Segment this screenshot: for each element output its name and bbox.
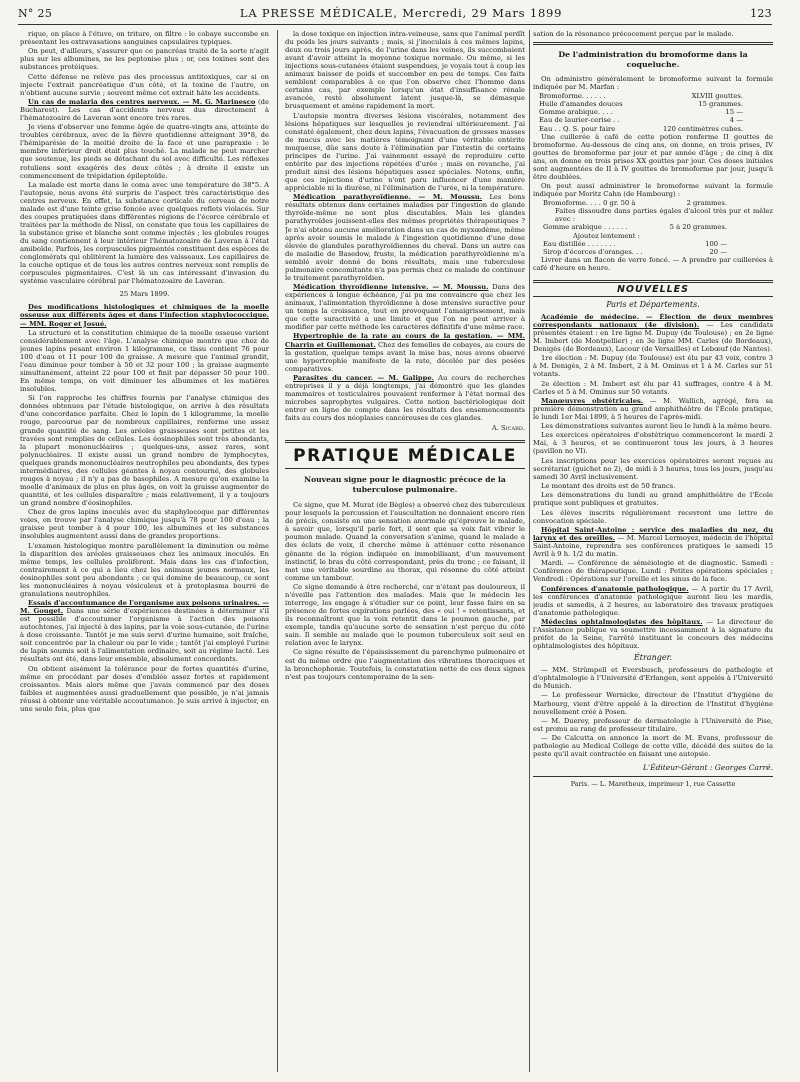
article	[285, 193, 525, 282]
article	[20, 599, 269, 663]
article-heading: Médication thyroïdienne intensive. — M. Moussu.	[293, 283, 489, 292]
paragraph: Mardi. — Conférence de séméiologie et de diagnostic. Samedi : Conférence de thérapeutique. Lundi : Petites opérations spéciales ; Vendredi : Opérations sur l'oreille et les sinus de la face.	[533, 559, 773, 584]
formula-cahn	[533, 199, 773, 255]
article	[20, 98, 269, 122]
paragraph: — M. Duerey, professeur de dermatologie à l'Université de Pise, est promu au rang de professeur titulaire.	[533, 716, 773, 733]
paragraph: Les inscriptions pour les exercices opératoires seront reçues au secrétariat (guichet no 2), de midi à 3 heures, tous les jours, jusqu'au samedi 30 Avril inclusivement.	[533, 456, 773, 481]
formula-line	[533, 223, 773, 231]
article-text: Au cours de recherches entreprises il y a déjà longtemps, j'ai démontré que les glandes mammaires et testiculaires pouvaient renfermer à l'état normal des microbes saprophytes vulgaires. Cette notion bactériologique doit entrer en ligne de compte dans les résultats des ensemencements faits au cours des néoplasies cancéreuses de ces glandes.	[285, 373, 525, 423]
article-text: — A partir du 17 Avril, les conférences d'anatomie pathologique auront lieu les mardis, jeudis et samedis, à 2 heures, au laboratoire des travaux pratiques d'anatomie pathologique.	[533, 584, 773, 617]
ingredient: Eau distillée . . . . . . .	[543, 239, 616, 248]
article-heading: Essais d'accoutumance de l'organisme aux poisons urinaires. — M. Gouget.	[20, 599, 269, 616]
ingredient: Eau . . Q. S. pour faire	[539, 124, 616, 133]
paragraph: rique, on place à l'étuve, on triture, on filtre : le cobaye succombe en présentant les extravasations sanguines capsulaires typiques.	[20, 30, 269, 47]
quantity: 2 grammes.	[686, 199, 727, 208]
printer-credit: Paris. — L. Maretheux, imprimeur 1, rue Cassette	[533, 776, 773, 788]
paragraph: On obtient aisément la tolérance pour de fortes quantités d'urine, même en procédant par doses d'emblée assez fortes et rapidement croissantes. Mais alors même que j'avais commencé par des doses faibles et augmentées aussi graduellement que possible, je n'ai jamais réussi à obtenir une véritable accoutumance. Je suis arrivé à injecter, en une seule fois, plus que	[20, 664, 269, 713]
author-signature: A. Sicard.	[491, 424, 525, 433]
column-left	[20, 30, 269, 1074]
quantity: 100 —	[705, 239, 727, 248]
formula-instruction: Faites dissoudre dans parties égales d'alcool très pur et mêlez avec :	[555, 207, 773, 224]
article-text: Chez des femelles de cobayes, au cours de la gestation, quelque temps avant la mise bas, nous avons observé une hypertrophie manifeste de la rate, décelée par des pesées comparatives.	[285, 340, 525, 373]
article-text: Dans des expériences à longue échéance, j'ai pu me convaincre que chez les animaux, l'alimentation thyroïdienne à dose intensive suractive pour un temps la croissance, tout en provoquant l'amaigrissement, mais que cette suractivité a une limite et que l'on ne peut arriver à modifier par cette méthode les caractères définitifs d'une même race.	[285, 283, 525, 332]
article-text: — Le directeur de l'Assistance publique va soumettre incessamment à la signature du préfet de la Seine, l'arrêté instituant le concours des médecins ophtalmologistes des hôpitaux.	[533, 617, 773, 651]
quantity: 4 —	[729, 116, 743, 125]
paragraph: Les élèves inscrits régulièrement recevront une lettre de convocation spéciale.	[533, 508, 773, 525]
article	[285, 374, 525, 422]
paragraph: 2e élection : M. Imbert est élu par 41 suffrages, contre 4 à M. Carles et 5 à M. Ominus sur 50 votants.	[533, 379, 773, 396]
ingredient: Sirop d'écorces d'oranges. . .	[543, 247, 643, 256]
paragraph: Je viens d'observer une femme âgée de quatre-vingts ans, atteinte de troubles cérébraux, avec de la fièvre quotidienne atteignant 39°8, de l'hémiparésie de la moitié droite de la face et une parapraxie : le membre inférieur droit était plus touché. La malade ne peut marcher que soutenue, les pieds se détachant du sol avec difficulté. Les réflexes rotuliens sont exagérés des deux côtés ; à droite il existe un commencement de trépidation épileptoïde.	[20, 123, 269, 180]
article-heading: Conférences d'anatomie pathologique.	[541, 584, 689, 593]
session-date: 25 Mars 1899.	[119, 290, 170, 299]
paragraph: la dose toxique en injection intra-veineuse, sans que l'animal perdît du poids les jours suivants ; mais, si j'inoculais à ces mêmes lapins, deux ou trois jours après, de l'urine dans les veines, ils succombaient avant d'avoir atteint la moyenne toxique normale. Ou même, si les injections sous-cutanées étaient suspendues, je voyais tout à coup les animaux baisser de poids et succomber en peu de temps. Ces faits semblent comparables à ce que l'on observe chez l'homme dans certains cas, par exemple lorsqu'un état d'insuffisance rénale avancée, resté absolument latent jusque-là, se démasque brusquement et amène rapidement la mort.	[285, 30, 525, 111]
paragraph: Ce signe résulte de l'épaississement du parenchyme pulmonaire et est du même ordre que l'augmentation des vibrations thoraciques et la bronchophonie. Toutefois, la constatation nette de ces deux signes n'est pas toujours contemporaine de la sen-	[285, 648, 525, 681]
article-text: — Les candidats présentés étaient : en 1re ligne M. Dupuy (de Toulouse) ; en 2e ligne M. Imbert (de Montpellier) ; en 3e ligne MM. Carles (de Bordeaux), Denigès (de Bordeaux), Lacour (de Versailles) et Lebœuf (de Nantes).	[533, 320, 773, 353]
paragraph: Chez de gros lapins inoculés avec du staphylocoque par différentes voies, on trouve par l'analyse chimique jusqu'à 78 pour 100 d'eau ; la graisse peut tomber à 4 pour 100, les albumines et les substances insolubles augmentent aussi dans de grandes proportions.	[20, 508, 269, 541]
paragraph: — MM. Strümpell et Eversbusch, professeurs de pathologie et d'ophtalmologie à l'Université d'Erlangen, sont appelés à l'Université de Munich.	[533, 666, 773, 691]
article	[533, 526, 773, 558]
formula-line	[533, 240, 773, 248]
article-heading: Hypertrophie de la rate au cours de la gestation. — MM. Charrin et Guillemonat.	[285, 332, 525, 349]
formula-line	[533, 199, 773, 207]
article	[285, 283, 525, 331]
formula-instruction: Ajoutez lentement :	[573, 231, 640, 240]
editor-credit: L'Éditeur-Gérant : Georges Carré.	[643, 763, 773, 773]
quantity: 5 à 20 grammes.	[669, 223, 727, 232]
section-subheading: Paris et Départements.	[606, 299, 700, 309]
article-heading: Médication parathyroïdienne. — M. Moussu.	[293, 193, 483, 202]
article	[285, 332, 525, 372]
paragraph: Les démonstrations suivantes auront lieu le lundi à la même heure.	[541, 422, 772, 431]
article-text: — M. Marcel Lermoyez, médecin de l'hôpital Saint-Antoine, reprendra ses conférences pratiques le samedi 15 Avril à 9 h. 1/2 du matin.	[533, 533, 773, 558]
article-title: De l'administration du bromoforme dans la coqueluche.	[558, 50, 748, 70]
article-title: Nouveau signe pour le diagnostic précoce de la tuberculose pulmonaire.	[304, 475, 506, 495]
quantity: 120 centimètres cubes.	[662, 124, 743, 133]
section-banner: NOUVELLES	[533, 280, 773, 297]
paragraph: Cette défense ne relève pas des processus antitoxiques, car si on injecte l'extrait pancréatique d'un côté, et la toxine de l'autre, on n'obtient aucune survie ; souvent même cet extrait hâte les accidents.	[20, 72, 269, 97]
paragraph: La malade est morte dans le coma avec une température de 38°5. A l'autopsie, nous avons été surpris de l'aspect très caractéristique des centres nerveux. En effet, la substance corticale du cerveau de notre malade est d'une teinte grise foncée avec quelques reflets violacés. Sur des coupes pratiquées dans différentes régions de l'écorce cérébrale et traitées par la méthode de Nissl, on constate que tous les capillaires de la substance grise et blanche sont comme injectés ; les globules rouges du sang contiennent à leur intérieur l'hématozoaire de Laveran à l'état amiboïde. Parfois, les corpuscules pigmentés constituent des espèces de conglomérats qui oblitèrent la lumière des vaisseaux. Les capillaires de la couche optique et de tous les autres centres nerveux sont remplis de corpuscules pigmentaires. C'est là un cas intéressant d'invasion du système vasculaire cérébral par l'hématozoaire de Laveran.	[20, 180, 269, 286]
quantity: 20 —	[709, 247, 727, 256]
paragraph: — Le professeur Wernicke, directeur de l'Institut d'hygiène de Marbourg, vient d'être appelé à la direction de l'Institut d'hygiène nouvellement créé à Posen.	[533, 691, 773, 716]
section-banner: PRATIQUE MÉDICALE	[285, 440, 525, 469]
paragraph: — De Calcutta on annonce la mort de M. Evans, professeur de pathologie au Medical College de cette ville, décédé des suites de la peste qu'il avait contractée en faisant une autopsie.	[533, 734, 773, 759]
article	[533, 585, 773, 617]
paragraph: Si l'on rapproche les chiffres fournis par l'analyse chimique des données obtenues par l'étude histologique, on arrive à des résultats d'une concordance parfaite. Chez le lapin de 1 kilogramme, la moelle rouge, parcourue par de nombreux capillaires, renferme une assez grande quantité de sang. Les aréoles graisseuses sont petites et les travées sont remplies de cellules. Les éosinophiles sont très abondants, la plupart mononucléaires ; quelques-uns, assez rares, sont polynucléaires. Il existe aussi un grand nombre de lymphocytes, quelques grands mononucléaires neutrophiles peu abondants, des types intermédiaires, des cellules géantes à noyau contourné, des globules rouges à noyau ; il n'y a pas de basophiles. A mesure qu'on examine la moelle d'animaux de plus en plus âgés, on voit la graisse augmenter de quantité, et les cellules disparaître ; mais relativement, il y a toujours un grand nombre d'éosinophiles.	[20, 394, 269, 507]
formula-line	[533, 125, 773, 133]
paragraph: On peut aussi administrer le bromoforme suivant la formule indiquée par Moritz Cahn (de Hambourg) :	[533, 182, 773, 199]
formula-line	[533, 108, 773, 116]
paragraph: On administre généralement le bromoforme suivant la formule indiquée par M. Marfan :	[533, 75, 773, 92]
article-text: Dans une série d'expériences destinées à déterminer s'il est possible d'accoutumer l'organisme à l'action des poisons autochtones, j'ai injecté à des lapins, par la voie sous-cutanée, de l'urine à dose croissante. Tantôt je me suis servi d'urine humaine, soit fraîche, soit concentrée par la chaleur ou par le vide ; tantôt j'ai employé l'urine de lapin soumis soit à l'alimentation ordinaire, soit au régime lacté. Les résultats ont été, dans leur ensemble, absolument concordants.	[20, 607, 269, 664]
quantity: 15 —	[725, 108, 743, 117]
paragraph: On peut, d'ailleurs, s'assurer que ce pancréas traité de la sorte n'agit plus sur les albumines, ne les peptonise plus ; or, ces toxines sont des substances protéiques.	[20, 47, 269, 72]
article-heading: Manœuvres obstétricales.	[541, 396, 644, 405]
quantity: 15 grammes.	[698, 100, 743, 109]
paragraph: Ce signe, que M. Murat (de Bègles) a observé chez des tuberculeux pour lesquels la percussion et l'auscultation ne donnaient encore rien de précis, consiste en une sensation anormale qu'éprouve le malade, à savoir que, lorsqu'il parle fort, il sent que sa voix fait vibrer le poumon malade. Quand la conversation s'anime, quand le malade a des éclats de voix, il cherche même à atténuer cette résonance gênante de la région indiquée en immobilisant, d'un mouvement instinctif, le bras du côté correspondant, près du tronc ; ce faisant, il met une véritable sourdine au thorax, qui résonne du côté atteint comme un tambour.	[285, 501, 525, 582]
article-heading: Hôpital Saint-Antoine : service des maladies du nez, du larynx et des oreilles.	[533, 525, 773, 542]
paragraph: Livrer dans un flacon de verre foncé. — A prendre par cuillerées à café d'heure en heure.	[533, 255, 773, 272]
ingredient: Huile d'amandes douces	[539, 100, 623, 109]
formula-marfan	[533, 92, 773, 132]
article	[533, 397, 773, 421]
formula-line	[533, 92, 773, 100]
ingredient: Gomme arabique . . . . . .	[543, 223, 628, 232]
article-text: (de Bucharest). Les cas d'accidents nerveux dus directement à l'hématozoaire de Laveran sont encore très rares.	[20, 97, 269, 123]
article-heading: Médecins ophtalmologistes des hôpitaux.	[541, 617, 703, 626]
paragraph: Une cuillerée à café de cette potion renferme II gouttes de bromoforme. Au-dessous de cinq ans, on donne, en trois prises, IV gouttes de bromoforme par jour et par année d'âge ; de cinq à dix ans, on donne en trois prises XX gouttes par jour. Ces doses initiales sont augmentées de II à IV gouttes de bromoforme par jour, jusqu'à être doublées.	[533, 132, 773, 181]
paragraph: Ce signe demande à être recherché, car n'étant pas douloureux, il n'éveille pas l'attention des malades. Mais que le médecin les interroge, les engage à s'étudier sur ce point, leur fasse faire en sa présence de fortes expirations parlées, des « oui ! » retentissants, et ils reconnaîtront que la voix retentit dans le poumon gauche, par exemple, tandis qu'aucune sorte de sensation n'est perçue du côté sain. Il semble au malade que le poumon tuberculeux soit seul en relation avec le larynx.	[285, 582, 525, 648]
formula-line	[533, 116, 773, 124]
article-text: — M. Wallich, agrégé, fera sa première démonstration au grand amphithéâtre de l'École pratique, le lundi 1er Mai 1899, à 5 heures de l'après-midi.	[533, 396, 773, 421]
column-middle	[285, 30, 525, 1074]
article-text: Les bons résultats obtenus dans certaines maladies par l'ingestion de glande thyroïde-même ne sont plus discutables. Mais les glandes parathyroïdes jouissent-elles des mêmes propriétés thérapeutiques ? Je n'ai obtenu aucune amélioration dans un cas de myxœdème, même après avoir soumis le malade à l'ingestion quotidienne d'une dose élevée de glandules parathyroïdiennes du cheval. Dans un autre cas de maladie de Basedow, fruste, la médication parathyroïdienne m'a semblé avoir donné de bons résultats, mais une tuberculose pulmonaire concomitante n'a pas permis chez ce malade de continuer le traitement parathyroïdien.	[285, 193, 525, 282]
divider	[533, 42, 773, 45]
page-number: 123	[750, 7, 772, 20]
formula-line	[533, 248, 773, 256]
newspaper-title: LA PRESSE MÉDICALE, Mercredi, 29 Mars 1899	[239, 6, 563, 20]
article-heading: Un cas de malaria des centres nerveux. — M. G. Marinesco	[28, 97, 256, 106]
ingredient: Eau de laurier-cerise . .	[539, 116, 620, 125]
ingredient: Bromoforme. . . . 0 gr. 50 à	[543, 199, 636, 208]
paragraph: La structure et la constitution chimique de la moelle osseuse varient considérablement avec l'âge. L'analyse chimique montre que chez de jeunes lapins pesant environ 1 kilogramme, ce tissu contient 76 pour 100 d'eau et 11 pour 100 de graisse. A mesure que l'animal grandit, l'eau diminue pour tomber à 50 et 32 pour 100 ; la graisse augmente simultanément, atteint 22 pour 100 et finit par dépasser 50 pour 100. En même temps, on voit diminuer les albumines et les matières insolubles.	[20, 328, 269, 394]
section-subheading: Étranger.	[633, 653, 673, 663]
formula-line	[533, 100, 773, 108]
article-heading: Académie de médecine. — Élection de deux membres correspondants nationaux (4e division).	[533, 312, 773, 329]
issue-number: N° 25	[18, 7, 53, 20]
paragraph: L'examen histologique montre parallèlement la diminution ou même la disparition des aréoles graisseuses chez les animaux inoculés. En même temps, les cellules prolifèrent. Mais dans les cas d'infection, contrairement à ce qui a lieu chez les animaux jeunes normaux, les éosinophiles sont peu abondants ; ce qui domine de beaucoup, ce sont les mononucléaires à noyau vésiculeux et à protoplasma bourré de granulations neutrophiles.	[20, 541, 269, 598]
article-heading: Parasites du cancer. — M. Galippe.	[293, 373, 434, 382]
paragraph: L'autopsie montra diverses lésions viscérales, notamment des lésions hépatiques sur lesquelles je reviendrai ultérieurement. J'ai constaté également, chez deux lapins, l'évacuation de grosses masses de mucus avec les matières témoignant d'une véritable entérite muqueuse, dûe sans doute à l'élimination par l'intestin de certains principes de l'urine. J'ai vainement essayé de reproduire cette entérite par des injections répétées d'urée ; mais en revanche, j'ai produit ainsi des lésions hépatiques assez spéciales. Notons, enfin, que ces injections d'urine n'ont paru influencer d'une manière appréciable ni la diurèse, ni l'élimination de l'urée, ni la température.	[285, 111, 525, 193]
ingredient: Gomme arabique. . . .	[539, 108, 613, 117]
column-rule	[277, 30, 278, 1072]
quantity: XLVIII gouttes.	[691, 92, 743, 101]
article	[533, 618, 773, 650]
article-heading: Des modifications histologiques et chimiques de la moelle osseuse aux différents âges et dans l'infection staphylococcique. — MM. Roger et Josué.	[20, 303, 269, 328]
paragraph: 1re élection : M. Dupuy (de Toulouse) est élu par 43 voix, contre 3 à M. Denigès, 2 à M. Imbert, 2 à M. Ominus et 1 à M. Carles sur 51 votants.	[533, 354, 773, 379]
column-rule	[529, 30, 530, 1072]
ingredient: Bromoforme. . . . . .	[539, 92, 606, 101]
paragraph: Les exercices opératoires d'obstétrique commenceront le mardi 2 Mai, à 3 heures, et se continueront tous les jours, à 3 heures (pavillon no VI).	[533, 431, 773, 456]
paragraph: Le montant des droits est de 50 francs.	[541, 482, 676, 491]
column-right	[533, 30, 773, 1074]
paragraph: Les démonstrations du lundi au grand amphithéâtre de l'École pratique sont publiques et gratuites.	[533, 491, 773, 508]
paragraph: sation de la résonance précocement perçue par le malade.	[533, 30, 734, 38]
article	[533, 313, 773, 353]
page-header	[18, 6, 772, 25]
